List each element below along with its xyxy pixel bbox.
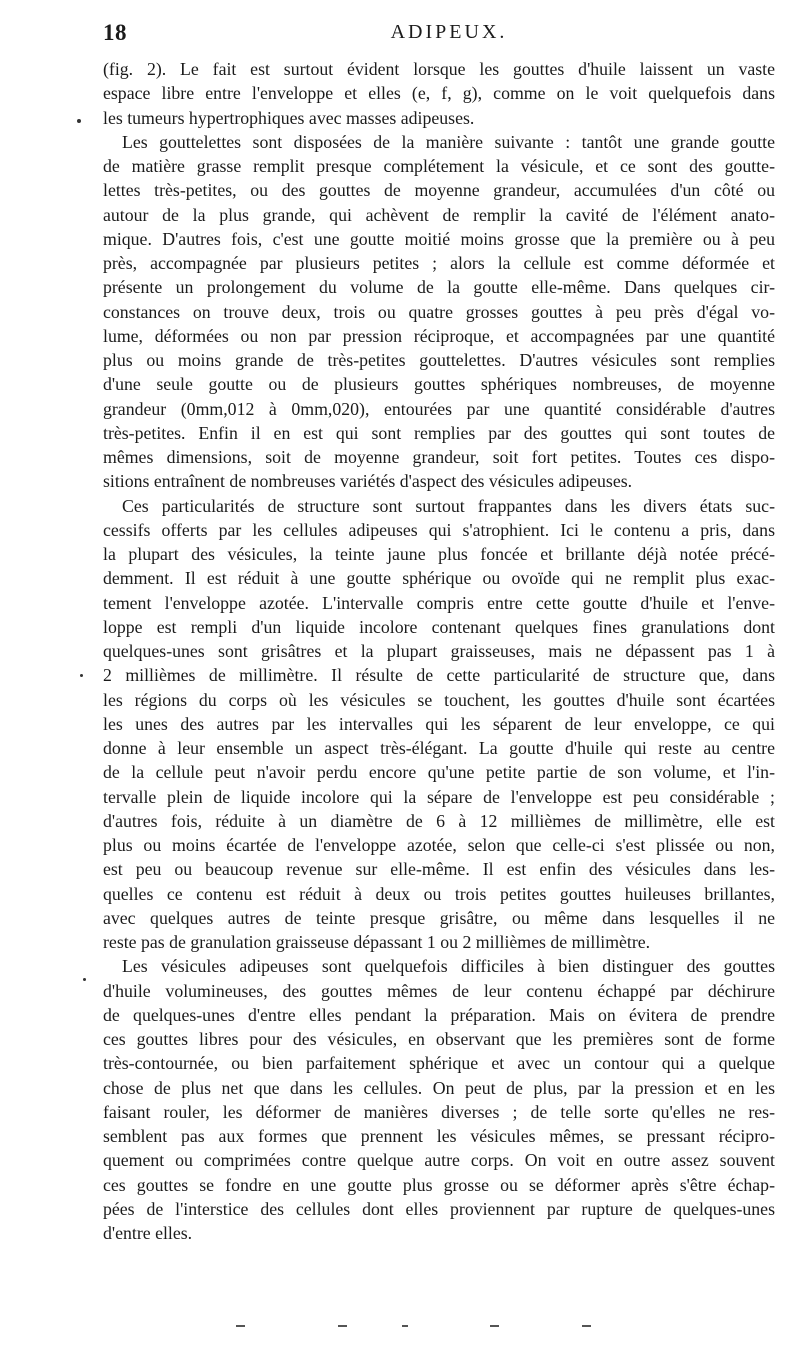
text-line: Ces particularités de structure sont surtout frappantes dans les divers états suc- (122, 495, 775, 516)
paragraph (103, 57, 775, 130)
text-line: mêmes dimensions, soit de moyenne grandeur, soit fort petites. Toutes ces dispo- (103, 447, 775, 467)
text-line: d'huile volumineuses, des gouttes mêmes de leur contenu échappé par déchirure (103, 980, 775, 1001)
text-line: les régions du corps où les vésicules se touchent, les gouttes d'huile sont écartées (103, 689, 775, 710)
text-line: est peu ou beaucoup revenue sur elle-même. Il est enfin des vésicules dans les- (103, 859, 775, 880)
running-title: ADIPEUX. (390, 21, 508, 43)
text-line: très-petites. Enfin il en est qui sont remplies par des gouttes qui sont toutes de (103, 422, 775, 443)
page-number: 18 (103, 20, 127, 45)
text-line: tervalle plein de liquide incolore qui la sépare de l'enveloppe est peu considérable ; (103, 786, 775, 807)
text-line: constances on trouve deux, trois ou quatre grosses gouttes à peu près d'égal vo- (103, 301, 775, 322)
text-line: faisant rouler, les déformer de manières diverses ; de telle sorte qu'elles ne res- (103, 1101, 775, 1122)
footer-marks (0, 1325, 800, 1331)
text-line: quelles ce contenu est réduit à deux ou trois petites gouttes huileuses brillantes, (103, 883, 775, 904)
text-line: plus ou moins grande de très-petites gouttelettes. D'autres vésicules sont remplies (103, 350, 775, 370)
text-line: Les gouttelettes sont disposées de la manière suivante : tantôt une grande goutte (122, 131, 775, 152)
text-line: d'une seule goutte ou de plusieurs gouttes sphériques nombreuses, de moyenne (103, 374, 775, 395)
text-line: les unes des autres par les intervalles qui les séparent de leur enveloppe, ce qui (103, 713, 775, 734)
text-line: présente un prolongement du volume de la goutte elle-même. Dans quelques cir- (103, 277, 775, 298)
text-line: très-contournée, ou bien parfaitement sphérique et avec un contour qui a quelque (103, 1053, 775, 1074)
text-line: de la cellule peut n'avoir perdu encore qu'une petite partie de son volume, et l'in- (103, 762, 775, 783)
text-line: 2 millièmes de millimètre. Il résulte de cette particularité de structure que, dans (103, 665, 775, 686)
text-line: plus ou moins écartée de l'enveloppe azotée, selon que celle-ci s'est plissée ou non, (103, 835, 775, 855)
page-header (103, 20, 775, 50)
margin-mark (77, 119, 81, 123)
footer-dash (236, 1325, 245, 1327)
footer-dash (402, 1325, 408, 1327)
margin-mark (83, 978, 86, 981)
text-line: semblent pas aux formes que prennent les vésicules mêmes, se pressant récipro- (103, 1126, 775, 1146)
text-line: ces gouttes libres pour des vésicules, en observant que les premières sont de forme (103, 1029, 775, 1049)
text-line: ces gouttes se fondre en une goutte plus grosse ou se déformer après s'être échap- (103, 1174, 775, 1195)
text-line: d'autres fois, réduite à un diamètre de 6 à 12 millièmes de millimètre, elle est (103, 810, 775, 831)
text-line: Les vésicules adipeuses sont quelquefois difficiles à bien distinguer des gouttes (122, 956, 775, 977)
text-line: d'entre elles. (103, 1223, 193, 1243)
text-line: chose de plus net que dans les cellules. On peut de plus, par la pression et en les (103, 1077, 775, 1098)
footer-dash (338, 1325, 347, 1327)
text-line: tement l'enveloppe azotée. L'intervalle compris entre cette goutte d'huile et l'enve- (103, 592, 775, 613)
text-line: lettes très-petites, ou des gouttes de moyenne grandeur, accumulées d'un côté ou (103, 180, 775, 201)
text-line: donne à leur ensemble un aspect très-élégant. La goutte d'huile qui reste au centre (103, 738, 775, 758)
text-line: pées de l'interstice des cellules dont elles proviennent par rupture de quelques-unes (103, 1198, 775, 1219)
text-line: autour de la plus grande, qui achèvent de remplir la cavité de l'élément anato- (103, 204, 775, 225)
text-line: (fig. 2). Le fait est surtout évident lorsque les gouttes d'huile laissent un vaste (103, 59, 775, 79)
text-line: lume, déformées ou non par pression réciproque, et accompagnées par une quantité (103, 325, 775, 346)
text-line: espace libre entre l'enveloppe et elles (e, f, g), comme on le voit quelquefois dans (103, 83, 775, 104)
text-line: la plupart des vésicules, la teinte jaune plus foncée et brillante déjà notée précé- (103, 544, 775, 564)
text-line: les tumeurs hypertrophiques avec masses adipeuses. (103, 107, 475, 128)
text-line: reste pas de granulation graisseuse dépassant 1 ou 2 millièmes de millimètre. (103, 932, 651, 952)
paragraph (103, 954, 775, 1245)
text-line: loppe est rempli d'un liquide incolore contenant quelques fines granulations dont (103, 616, 775, 637)
text-line: mique. D'autres fois, c'est une goutte moitié moins grosse que la première ou à peu (103, 228, 775, 249)
text-line: cessifs offerts par les cellules adipeuses qui s'atrophient. Ici le contenu a pris, dans (103, 519, 775, 540)
margin-mark (80, 674, 83, 677)
text-line: de quelques-unes d'entre elles pendant la préparation. Mais on évitera de prendre (103, 1004, 775, 1025)
text-line: grandeur (0mm,012 à 0mm,020), entourées par une quantité considérable d'autres (103, 398, 775, 419)
text-line: sitions entraînent de nombreuses variétés d'aspect des vésicules adipeuses. (103, 471, 633, 492)
paragraph (103, 494, 775, 955)
text-line: quement ou comprimées contre quelque autre corps. On voit en outre assez souvent (103, 1150, 775, 1171)
text-line: quelques-unes sont grisâtres et la plupart graisseuses, mais ne dépassent pas 1 à (103, 641, 775, 661)
footer-dash (490, 1325, 499, 1327)
footer-dash (582, 1325, 591, 1327)
text-line: de matière grasse remplit presque complétement la vésicule, et ce sont des goutte- (103, 156, 775, 176)
body-text (103, 57, 775, 1245)
text-line: demment. Il est réduit à une goutte sphérique ou ovoïde qui ne remplit plus exac- (103, 568, 775, 589)
text-line: avec quelques autres de teinte presque grisâtre, ou même dans lesquelles il ne (103, 907, 775, 928)
text-line: près, accompagnée par plusieurs petites ; alors la cellule est comme déformée et (103, 253, 775, 273)
paragraph (103, 130, 775, 494)
